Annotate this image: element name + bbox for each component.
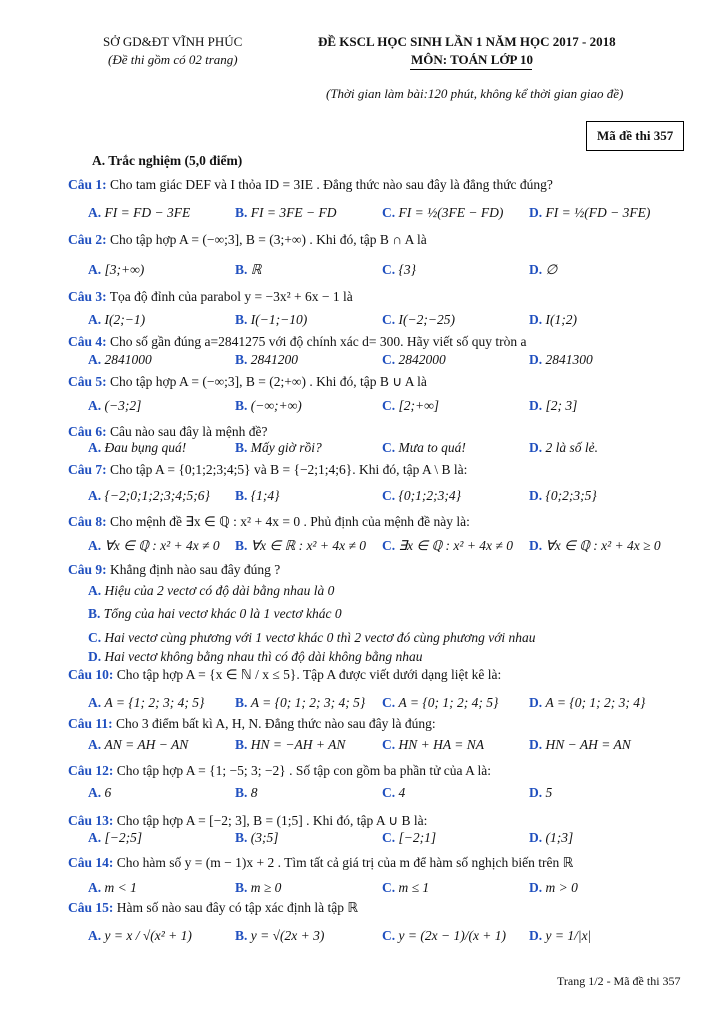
question-text: Cho tập hợp A = [−2; 3], B = (1;5] . Khi đó, tập A ∪ B là: [116, 813, 428, 828]
option-text: I(1;2) [545, 312, 577, 327]
subject-title: MÔN: TOÁN LỚP 10 [411, 52, 533, 67]
option-letter: C. [382, 830, 396, 845]
option-letter: D. [529, 440, 543, 455]
question-number: Câu 1: [68, 177, 107, 192]
question-text: Cho tập hợp A = (−∞;3], B = (3;+∞) . Khi đó, tập B ∩ A là [110, 232, 427, 247]
option-letter: A. [88, 262, 102, 277]
option-text: {3} [398, 262, 417, 277]
question-15-option-d [529, 928, 591, 944]
question-7-option-c [382, 488, 461, 504]
question-10-option-b [235, 695, 365, 711]
option-letter: B. [235, 262, 248, 277]
question-5-option-c [382, 398, 439, 414]
question-1-option-b [235, 205, 336, 221]
option-letter: D. [529, 928, 543, 943]
option-text: I(−1;−10) [250, 312, 308, 327]
option-letter: C. [382, 398, 396, 413]
question-13-option-b [235, 830, 279, 846]
question-text: Cho mệnh đề ∃x ∈ ℚ : x² + 4x = 0 . Phủ định của mệnh đề này là: [110, 514, 470, 529]
question-7-option-b [235, 488, 280, 504]
question-9-option-d [88, 649, 423, 665]
question-8-option-b [235, 538, 366, 554]
option-text: m > 0 [545, 880, 578, 895]
option-letter: B. [235, 785, 248, 800]
option-letter: C. [382, 440, 396, 455]
option-letter: A. [88, 312, 102, 327]
option-text: ∀x ∈ ℝ : x² + 4x ≠ 0 [250, 538, 366, 553]
question-8 [68, 514, 470, 530]
question-12-option-a [88, 785, 111, 801]
option-letter: D. [529, 737, 543, 752]
option-text: ℝ [250, 262, 262, 277]
option-text: ∀x ∈ ℚ : x² + 4x ≥ 0 [545, 538, 661, 553]
question-15-option-b [235, 928, 324, 944]
question-3 [68, 289, 353, 305]
option-text: m ≤ 1 [398, 880, 430, 895]
question-8-option-d [529, 538, 661, 554]
option-text: Hai vectơ không bằng nhau thì có độ dài không bằng nhau [104, 649, 423, 664]
option-text: [2; 3] [545, 398, 578, 413]
question-text: Tọa độ đỉnh của parabol y = −3x² + 6x − 1 là [109, 289, 353, 304]
question-7-option-d [529, 488, 597, 504]
option-text: 2841000 [104, 352, 152, 367]
option-text: Hai vectơ cùng phương với 1 vectơ khác 0 thì 2 vectơ đó cùng phương với nhau [104, 630, 536, 645]
question-2 [68, 232, 427, 248]
option-text: Mấy giờ rồi? [250, 440, 322, 455]
question-number: Câu 3: [68, 289, 107, 304]
option-text: HN − AH = AN [545, 737, 631, 752]
question-4-option-d [529, 352, 593, 368]
option-letter: A. [88, 440, 102, 455]
question-8-option-a [88, 538, 220, 554]
option-text: {0;1;2;3;4} [398, 488, 462, 503]
question-text: Cho hàm số y = (m − 1)x + 2 . Tìm tất cả giá trị của m để hàm số nghịch biến trên ℝ [116, 855, 574, 870]
option-text: {−2;0;1;2;3;4;5;6} [104, 488, 210, 503]
option-text: (−3;2] [104, 398, 142, 413]
option-text: FI = 3FE − FD [250, 205, 337, 220]
option-letter: C. [382, 312, 396, 327]
school-name: SỞ GD&ĐT VĨNH PHÚC [103, 34, 243, 49]
question-14-option-c [382, 880, 429, 896]
option-letter: C. [382, 928, 396, 943]
option-text: Mưa to quá! [398, 440, 466, 455]
question-1 [68, 177, 553, 193]
question-11-option-a [88, 737, 188, 753]
option-letter: D. [529, 695, 543, 710]
option-text: HN = −AH + AN [250, 737, 346, 752]
question-9 [68, 562, 280, 578]
option-letter: B. [235, 928, 248, 943]
page-count-note: (Đề thi gồm có 02 trang) [108, 52, 238, 67]
question-12 [68, 763, 491, 779]
question-number: Câu 4: [68, 334, 107, 349]
question-3-option-d [529, 312, 577, 328]
question-4 [68, 334, 526, 350]
question-14-option-b [235, 880, 281, 896]
question-14-option-d [529, 880, 578, 896]
option-text: A = {0; 1; 2; 3; 4; 5} [250, 695, 366, 710]
option-text: 2841300 [545, 352, 593, 367]
question-3-option-c [382, 312, 455, 328]
question-2-option-a [88, 262, 144, 278]
option-letter: A. [88, 583, 102, 598]
question-9-option-b [88, 606, 342, 622]
option-text: [−2;5] [104, 830, 143, 845]
option-letter: A. [88, 538, 102, 553]
option-letter: A. [88, 928, 102, 943]
question-11-option-b [235, 737, 345, 753]
question-11 [68, 716, 436, 732]
question-number: Câu 12: [68, 763, 114, 778]
question-9-option-a [88, 583, 334, 599]
option-letter: A. [88, 785, 102, 800]
option-letter: B. [235, 538, 248, 553]
option-letter: C. [382, 488, 396, 503]
question-2-option-c [382, 262, 416, 278]
question-15-option-a [88, 928, 192, 944]
option-letter: B. [235, 695, 248, 710]
question-5-option-d [529, 398, 577, 414]
option-letter: B. [235, 440, 248, 455]
question-text: Hàm số nào sau đây có tập xác định là tập ℝ [116, 900, 359, 915]
question-12-option-d [529, 785, 552, 801]
option-letter: C. [382, 695, 396, 710]
option-letter: B. [235, 312, 248, 327]
question-number: Câu 9: [68, 562, 107, 577]
question-13-option-a [88, 830, 142, 846]
option-letter: D. [529, 205, 543, 220]
question-12-option-c [382, 785, 405, 801]
question-6-option-a [88, 440, 186, 456]
option-text: [3;+∞) [104, 262, 145, 277]
option-letter: D. [529, 262, 543, 277]
option-text: (−∞;+∞) [250, 398, 302, 413]
question-6-option-c [382, 440, 466, 456]
question-number: Câu 11: [68, 716, 113, 731]
option-text: (3;5] [250, 830, 279, 845]
question-number: Câu 14: [68, 855, 114, 870]
option-text: FI = FD − 3FE [104, 205, 191, 220]
question-number: Câu 13: [68, 813, 114, 828]
option-letter: D. [529, 538, 543, 553]
option-text: y = 1/|x| [545, 928, 592, 943]
question-number: Câu 5: [68, 374, 107, 389]
option-letter: C. [88, 630, 102, 645]
question-number: Câu 6: [68, 424, 107, 439]
option-letter: D. [529, 785, 543, 800]
option-text: I(2;−1) [104, 312, 146, 327]
question-5-option-b [235, 398, 302, 414]
option-text: [2;+∞] [398, 398, 439, 413]
question-6 [68, 424, 267, 440]
question-2-option-d [529, 262, 557, 278]
time-note: (Thời gian làm bài:120 phút, không kể thời gian giao đề) [326, 86, 624, 101]
option-letter: B. [235, 488, 248, 503]
option-text: I(−2;−25) [398, 312, 455, 327]
option-letter: C. [382, 737, 396, 752]
question-text: Cho tập hợp A = {x ∈ ℕ / x ≤ 5}. Tập A được viết dưới dạng liệt kê là: [116, 667, 502, 682]
option-text: AN = AH − AN [104, 737, 189, 752]
option-text: A = {0; 1; 2; 4; 5} [398, 695, 499, 710]
option-text: (1;3] [545, 830, 574, 845]
option-letter: A. [88, 488, 102, 503]
question-3-option-b [235, 312, 307, 328]
question-number: Câu 8: [68, 514, 107, 529]
option-letter: C. [382, 352, 396, 367]
question-10-option-c [382, 695, 498, 711]
option-letter: A. [88, 737, 102, 752]
option-text: Hiệu của 2 vectơ có độ dài bằng nhau là 0 [104, 583, 335, 598]
question-4-option-c [382, 352, 446, 368]
option-text: y = x / √(x² + 1) [104, 928, 192, 943]
question-text: Cho 3 điểm bất kì A, H, N. Đẳng thức nào sau đây là đúng: [116, 716, 436, 731]
question-4-option-a [88, 352, 152, 368]
option-letter: C. [382, 262, 396, 277]
option-letter: B. [235, 737, 248, 752]
option-text: 2841200 [250, 352, 299, 367]
exam-title: ĐỀ KSCL HỌC SINH LẦN 1 NĂM HỌC 2017 - 2018 [318, 34, 616, 49]
option-letter: A. [88, 205, 102, 220]
option-text: FI = ½(FD − 3FE) [545, 205, 651, 220]
question-13 [68, 813, 427, 829]
option-text: A = {0; 1; 2; 3; 4} [545, 695, 646, 710]
option-text: ∃x ∈ ℚ : x² + 4x ≠ 0 [398, 538, 513, 553]
option-letter: D. [529, 488, 543, 503]
question-11-option-c [382, 737, 484, 753]
option-letter: A. [88, 880, 102, 895]
option-text: m ≥ 0 [250, 880, 282, 895]
option-text: {0;2;3;5} [545, 488, 597, 503]
question-13-option-c [382, 830, 436, 846]
option-text: ∀x ∈ ℚ : x² + 4x ≠ 0 [104, 538, 220, 553]
question-5 [68, 374, 427, 390]
question-text: Cho tập A = {0;1;2;3;4;5} và B = {−2;1;4;6}. Khi đó, tập A \ B là: [110, 462, 468, 477]
question-14-option-a [88, 880, 137, 896]
option-text: {1;4} [250, 488, 280, 503]
option-text: FI = ½(3FE − FD) [398, 205, 504, 220]
question-14 [68, 855, 573, 871]
option-letter: B. [235, 205, 248, 220]
question-9-option-c [88, 630, 536, 646]
question-12-option-b [235, 785, 258, 801]
option-text: Tổng của hai vectơ khác 0 là 1 vectơ khác 0 [103, 606, 342, 621]
question-10 [68, 667, 501, 683]
question-2-option-b [235, 262, 261, 278]
option-letter: D. [529, 880, 543, 895]
option-letter: D. [529, 830, 543, 845]
option-text: 5 [545, 785, 553, 800]
question-1-option-c [382, 205, 503, 221]
option-text: y = √(2x + 3) [250, 928, 325, 943]
option-letter: B. [235, 398, 248, 413]
option-text: y = (2x − 1)/(x + 1) [398, 928, 507, 943]
question-text: Cho tập hợp A = {1; −5; 3; −2} . Số tập con gồm ba phần tử của A là: [116, 763, 491, 778]
option-letter: B. [88, 606, 101, 621]
option-text: HN + HA = NA [398, 737, 484, 752]
option-letter: A. [88, 695, 102, 710]
option-letter: C. [382, 205, 396, 220]
option-letter: A. [88, 830, 102, 845]
question-13-option-d [529, 830, 573, 846]
question-3-option-a [88, 312, 145, 328]
option-text: m < 1 [104, 880, 137, 895]
question-8-option-c [382, 538, 513, 554]
option-letter: D. [529, 352, 543, 367]
question-text: Cho tập hợp A = (−∞;3], B = (2;+∞) . Khi đó, tập B ∪ A là [110, 374, 427, 389]
option-text: ∅ [545, 262, 558, 277]
question-text: Cho tam giác DEF và I thỏa ID = 3IE . Đẳng thức nào sau đây là đẳng thức đúng? [110, 177, 553, 192]
option-letter: A. [88, 398, 102, 413]
option-text: [−2;1] [398, 830, 437, 845]
question-text: Khẳng định nào sau đây đúng ? [110, 562, 281, 577]
question-number: Câu 10: [68, 667, 114, 682]
option-text: 4 [398, 785, 406, 800]
option-letter: C. [382, 538, 396, 553]
page-footer: Trang 1/2 - Mã đề thi 357 [557, 974, 681, 988]
question-text: Câu nào sau đây là mệnh đề? [110, 424, 268, 439]
option-letter: D. [529, 312, 543, 327]
option-text: A = {1; 2; 3; 4; 5} [104, 695, 205, 710]
option-text: 8 [250, 785, 258, 800]
option-letter: D. [529, 398, 543, 413]
question-15 [68, 900, 358, 916]
option-text: Đau bụng quá! [104, 440, 187, 455]
question-5-option-a [88, 398, 141, 414]
option-letter: C. [382, 880, 396, 895]
question-6-option-b [235, 440, 322, 456]
option-letter: B. [235, 830, 248, 845]
question-1-option-d [529, 205, 650, 221]
question-4-option-b [235, 352, 298, 368]
option-letter: B. [235, 880, 248, 895]
option-letter: B. [235, 352, 248, 367]
question-number: Câu 15: [68, 900, 114, 915]
question-number: Câu 7: [68, 462, 107, 477]
question-10-option-d [529, 695, 645, 711]
question-10-option-a [88, 695, 204, 711]
section-a-heading: A. Trắc nghiệm (5,0 điểm) [92, 153, 243, 168]
option-letter: A. [88, 352, 102, 367]
subject-underline [410, 69, 532, 70]
question-6-option-d [529, 440, 598, 456]
question-11-option-d [529, 737, 631, 753]
option-letter: C. [382, 785, 396, 800]
question-1-option-a [88, 205, 190, 221]
question-7 [68, 462, 467, 478]
question-7-option-a [88, 488, 210, 504]
question-text: Cho số gần đúng a=2841275 với độ chính xác d= 300. Hãy viết số quy tròn a [110, 334, 527, 349]
option-letter: D. [88, 649, 102, 664]
exam-code-box: Mã đề thi 357 [586, 121, 684, 151]
option-text: 2842000 [398, 352, 446, 367]
question-number: Câu 2: [68, 232, 107, 247]
option-text: 2 là số lẻ. [545, 440, 598, 455]
option-text: 6 [104, 785, 112, 800]
question-15-option-c [382, 928, 506, 944]
